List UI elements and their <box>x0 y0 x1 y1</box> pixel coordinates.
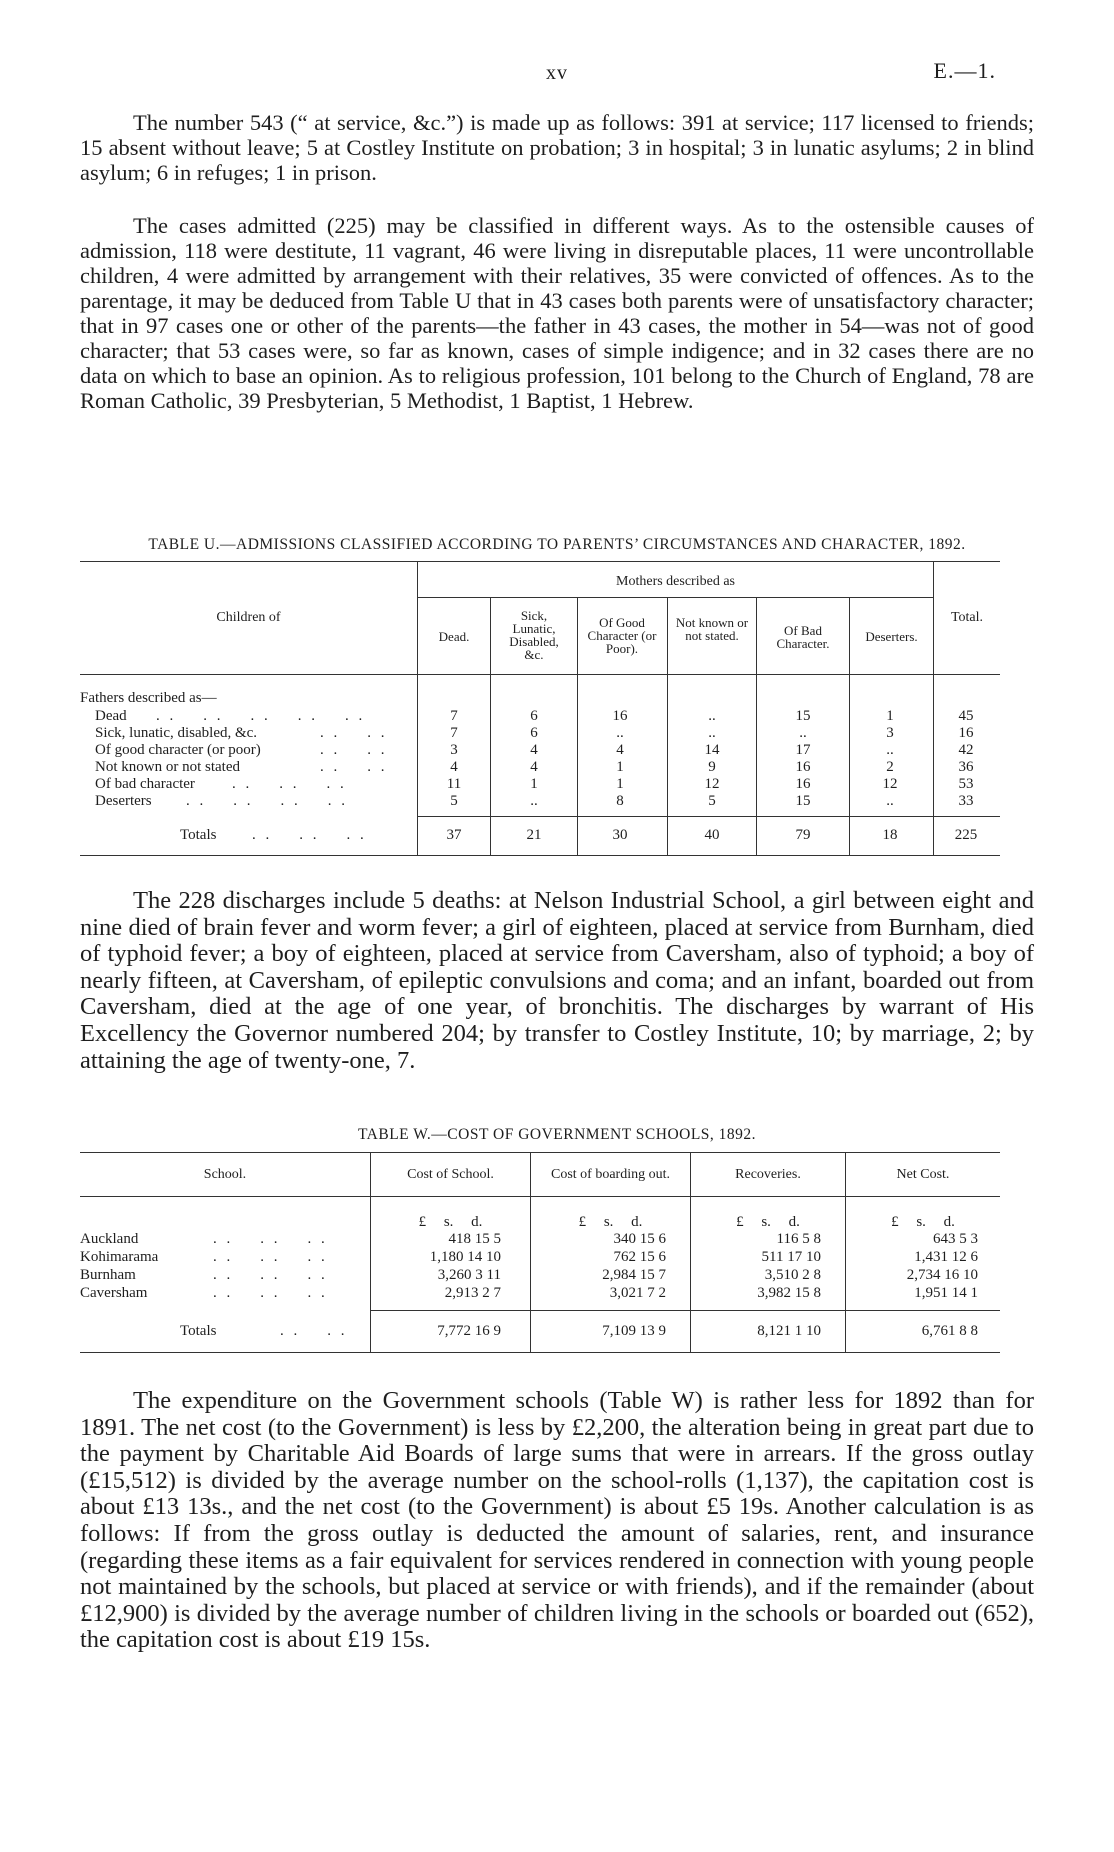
table-cell: 7,109 13 9 <box>602 1323 666 1339</box>
table-cell: 1 <box>886 708 894 724</box>
paragraph-1: The number 543 (“ at service, &c.”) is made up as follows: 391 at service; 117 licensed to friends; 15 absent without leave; 5 at Costley Institute on probation; 3 in hospital; 3 in lunatic asylums; 2 in blind asylum; 6 in refuges; 1 in prison. <box>80 110 1034 185</box>
table-cell: 5 <box>450 793 458 809</box>
table-u-row-label: Deserters <box>95 793 152 809</box>
table-cell: .. <box>708 725 716 741</box>
table-cell: 8,121 1 10 <box>757 1323 821 1339</box>
table-u-col-header: Sick, Lunatic, Disabled, &c. <box>509 608 559 662</box>
table-cell: .. <box>886 793 894 809</box>
table-cell: 16 <box>795 759 811 775</box>
table-cell: 9 <box>708 759 716 775</box>
table-w-col-header: Cost of boarding out. <box>551 1167 670 1182</box>
table-cell: 762 15 6 <box>613 1249 666 1265</box>
page-number: xv <box>546 62 568 84</box>
table-u-col-header: Of Bad Character. <box>776 623 830 651</box>
table-cell: 6 <box>530 708 538 724</box>
table-cell: 7 <box>450 725 458 741</box>
table-cell: 643 5 3 <box>933 1231 978 1247</box>
table-u-row-label: Of good character (or poor) <box>95 742 261 758</box>
table-cell: 3 <box>886 725 894 741</box>
table-cell: 16 <box>795 776 811 792</box>
table-cell: 4 <box>530 759 538 775</box>
table-cell: 3,510 2 8 <box>764 1267 821 1283</box>
table-u-totals-label: Totals <box>180 827 217 843</box>
table-w-col-header: Cost of School. <box>407 1167 494 1182</box>
table-u-total-header: Total. <box>950 610 984 625</box>
table-cell: 30 <box>612 827 628 843</box>
table-cell: 45 <box>958 708 974 724</box>
table-cell: 16 <box>612 708 628 724</box>
table-cell: 37 <box>446 827 462 843</box>
table-u-row-label: Of bad character <box>95 776 195 792</box>
table-u-col-header: Not known or not stated. <box>675 615 749 643</box>
table-cell: 511 17 10 <box>761 1249 821 1265</box>
table-cell: 2,734 16 10 <box>906 1267 978 1283</box>
units-label: £ s. d. <box>578 1214 643 1230</box>
table-cell: 42 <box>958 742 974 758</box>
table-u-group-header: Mothers described as <box>616 574 735 589</box>
paragraph-4: The expenditure on the Government schools (Table W) is rather less for 1892 than for 1891. The net cost (to the Government) is less by £2,200, the alteration being in great part due to the payment by Charitable Aid Boards of large sums that were in arrears. If the gross outlay (£15,512) is divided by the average number on the school-rolls (1,137), the capitation cost is about £13 13s., and the net cost (to the Government) is about £5 19s. Another calculation is as follows: If from the gross outlay is deducted the amount of salaries, rent, and insurance (regarding these items as a fair equivalent for services rendered in connection with young people not maintained by the schools, but placed at service or with friends), and if the remainder (about £12,900) is divided by the average number of children living in the schools or boarded out (652), the capitation cost is about £19 15s. <box>80 1387 1034 1654</box>
table-cell: 4 <box>616 742 624 758</box>
table-cell: 2 <box>886 759 894 775</box>
table-cell: 12 <box>882 776 898 792</box>
table-cell: .. <box>799 725 807 741</box>
table-cell: 12 <box>704 776 720 792</box>
table-cell: 2,984 15 7 <box>602 1267 666 1283</box>
table-cell: 14 <box>704 742 720 758</box>
table-cell: 8 <box>616 793 624 809</box>
table-cell: 11 <box>446 776 462 792</box>
table-u-row-label: Sick, lunatic, disabled, &c. <box>95 725 258 741</box>
paragraph-2: The cases admitted (225) may be classified in different ways. As to the ostensible causes of admission, 118 were destitute, 11 vagrant, 46 were living in disreputable places, 11 were uncontrollable children, 4 were admitted by arrangement with their relatives, 35 were convicted of offences. As to the parentage, it may be deduced from Table U that in 43 cases both parents were of unsatisfactory character; that in 97 cases one or other of the parents—the father in 43 cases, the mother in 54—was not of good character; that 53 cases were, so far as known, cases of simple indigence; and in 32 cases there are no data on which to base an opinion. As to religious profession, 101 belong to the Church of England, 78 are Roman Catholic, 39 Presbyterian, 5 Methodist, 1 Baptist, 1 Hebrew. <box>80 213 1034 413</box>
table-w-caption: TABLE W.—COST OF GOVERNMENT SCHOOLS, 1892. <box>357 1126 757 1143</box>
table-cell: 3,982 15 8 <box>757 1285 821 1301</box>
table-cell: .. <box>530 793 538 809</box>
table-u-col-header: Of Good Character (or Poor). <box>587 615 657 656</box>
paragraph-3: The 228 discharges include 5 deaths: at Nelson Industrial School, a girl between eight and nine died of brain fever and worm fever; a girl of eighteen, placed at service from Burnham, died of typhoid fever; a boy of eighteen, placed at service from Caversham, also of typhoid; a boy of nearly fifteen, at Caversham, of epileptic convulsions and coma; and an infant, boarded out from Caversham, died at the age of one year, of bronchitis. The discharges by warrant of His Excellency the Governor numbered 204; by transfer to Costley Institute, 10; by marriage, 2; by attaining the age of twenty-one, 7. <box>80 887 1034 1074</box>
table-cell: 3,260 3 11 <box>437 1267 501 1283</box>
table-cell: 4 <box>450 759 458 775</box>
table-cell: 1,431 12 6 <box>914 1249 978 1265</box>
table-cell: 33 <box>958 793 974 809</box>
table-cell: 79 <box>795 827 811 843</box>
table-u-row-label: Not known or not stated <box>95 759 240 775</box>
table-cell: 1,951 14 1 <box>914 1285 978 1301</box>
school-name: Burnham <box>80 1267 136 1283</box>
table-cell: 418 15 5 <box>448 1231 501 1247</box>
table-u-caption: TABLE U.—ADMISSIONS CLASSIFIED ACCORDING TO PARENTS’ CIRCUMSTANCES AND CHARACTER, 1892. <box>148 536 966 553</box>
units-label: £ s. d. <box>891 1214 955 1230</box>
units-label: £ s. d. <box>736 1214 800 1230</box>
table-cell: 15 <box>795 793 811 809</box>
document-page: xv E.—1. The number 543 (“ at service, &c.”) is made up as follows: 391 at service; 117 licensed to friends; 15 absent without leave; 5 at Costley Institute on probation; 3 in hospital; 3 in lunatic asylums; 2 in blind asylum; 6 in refuges; 1 in prison. The cases admitted (225) may be classified in different ways. As to the ostensible causes of admission, 118 were destitute, 11 vagrant, 46 were living in disreputable places, 11 were uncontrollable children, 4 were admitted by arrangement with their relatives, 35 were convicted of offences. As to the parentage, it may be deduced from Table U that in 43 cases both parents were of unsatisfactory character; that in 97 cases one or other of the parents—the father in 43 cases, the mother in 54—was not of good character; that 53 cases were, so far as known, cases of simple indigence; and in 32 cases there are no data on which to base an opinion. As to religious profession, 101 belong to the Church of England, 78 are Roman Catholic, 39 Presbyterian, 5 Methodist, 1 Baptist, 1 Hebrew. TABLE U.—ADMISSIONS CLASSIFIED ACCORDING TO PARENTS’ CIRCUMSTANCES AND CHARACTER, 1892. Children of Mothers described as Dead. Sick, Lunatic, Disabled, &c. Of Good Character (or Poor). Not known or not stated. Of Bad Character. Deserters. Total. Fathers described as— Dead Sick, lunatic, disabled, &c. Of good character (or poor) Not known or not stated Of bad character Deserters . . . . . . . . . . . . . . . . . . . . . . . . . . . . . . . . . . . . 7 6 16 .. 15 1 45 7 6 .. .. .. 3 16 3 4 4 14 17 .. 42 4 4 1 9 16 2 36 11 1 1 12 16 12 53 5 .. 8 5 15 .. 33 Totals . . . . . . 37 21 30 40 79 18 225 The 228 discharges include 5 deaths: at Nelson Industrial School, a girl between eight and nine died of brain fever and worm fever; a girl of eighteen, placed at service from Burnham, died of typhoid fever; a boy of eighteen, placed at service from Caversham, also of typhoid; a boy of nearly fifteen, at Caversham, of epileptic convulsions and coma; and an infant, boarded out from Caversham, died at the age of one year, of bronchitis. The discharges by warrant of His Excellency the Governor numbered 204; by transfer to Costley Institute, 10; by marriage, 2; by attaining the age of twenty-one, 7. TABLE W.—COST OF GOVERNMENT SCHOOLS, 1892. School. Cost of School. Cost of boarding out. Recoveries. Net Cost. £ s. d. £ s. d. £ s. d. £ s. d. Auckland . . . . . . 418 15 5 340 15 6 116 5 8 643 5 3 Kohimarama . . . . . . 1,180 14 10 762 15 6 511 17 10 1,431 12 6 Burnham . . . . . . 3,260 3 11 2,984 15 7 3,510 2 8 2,734 16 10 Caversham . . . . . . 2,913 2 7 3,021 7 2 3,982 15 8 1,951 14 1 Totals . . . . 7,772 16 9 7,109 13 9 8,121 1 10 6,761 8 8 The expenditure on the Government schools (Table W) is rather less for 1892 than for 1891. The net cost (to the Government) is less by £2,200, the alteration being in great part due to the payment by Charitable Aid Boards of large sums that were in arrears. If the gross outlay (£15,512) is divided by the average number on the school-rolls (1,137), the capitation cost is about £13 13s., and the net cost (to the Government) is about £5 19s. Another calculation is as follows: If from the gross outlay is deducted the amount of salaries, rent, and insurance (regarding these items as a fair equivalent for services rendered in connection with young people not maintained by the schools, but placed at service or with friends), and if the remainder (about £12,900) is divided by the average number of children living in the schools or boarded out (652), the capitation cost is about £19 15s. <box>0 0 1114 1852</box>
table-w-col-header: School. <box>203 1167 247 1182</box>
table-cell: 7 <box>450 708 458 724</box>
table-cell: 1 <box>616 759 624 775</box>
table-cell: 225 <box>954 827 978 843</box>
school-name: Caversham <box>80 1285 148 1301</box>
table-u-stub-header: Children of <box>216 610 281 625</box>
school-name: Kohimarama <box>80 1249 159 1265</box>
page-reference: E.—1. <box>933 58 996 83</box>
table-cell: 36 <box>958 759 974 775</box>
table-w-col-header: Recoveries. <box>735 1167 801 1182</box>
table-cell: 4 <box>530 742 538 758</box>
table-cell: 17 <box>795 742 811 758</box>
table-cell: 7,772 16 9 <box>437 1323 501 1339</box>
table-u-row-label: Dead <box>95 708 127 724</box>
table-cell: .. <box>616 725 624 741</box>
table-cell: 15 <box>795 708 811 724</box>
table-cell: 1 <box>616 776 624 792</box>
table-cell: 2,913 2 7 <box>444 1285 501 1301</box>
table-u-col-header: Dead. <box>438 629 470 644</box>
table-cell: 40 <box>704 827 720 843</box>
table-cell: .. <box>708 708 716 724</box>
table-cell: 340 15 6 <box>613 1231 666 1247</box>
table-w-totals-label: Totals <box>180 1323 217 1339</box>
table-cell: 116 5 8 <box>776 1231 821 1247</box>
table-w-col-header: Net Cost. <box>896 1167 950 1182</box>
table-cell: 3,021 7 2 <box>609 1285 666 1301</box>
table-cell: 6 <box>530 725 538 741</box>
school-name: Auckland <box>80 1231 139 1247</box>
units-label: £ s. d. <box>418 1214 483 1230</box>
table-u-section-label: Fathers described as— <box>80 690 217 706</box>
table-cell: 6,761 8 8 <box>921 1323 978 1339</box>
table-cell: 1,180 14 10 <box>429 1249 501 1265</box>
table-cell: 53 <box>958 776 974 792</box>
table-cell: 5 <box>708 793 716 809</box>
table-cell: 1 <box>530 776 538 792</box>
table-cell: 18 <box>882 827 898 843</box>
table-cell: 3 <box>450 742 458 758</box>
table-cell: 16 <box>958 725 974 741</box>
table-cell: 21 <box>526 827 542 843</box>
table-u-col-header: Deserters. <box>865 629 918 644</box>
table-cell: .. <box>886 742 894 758</box>
